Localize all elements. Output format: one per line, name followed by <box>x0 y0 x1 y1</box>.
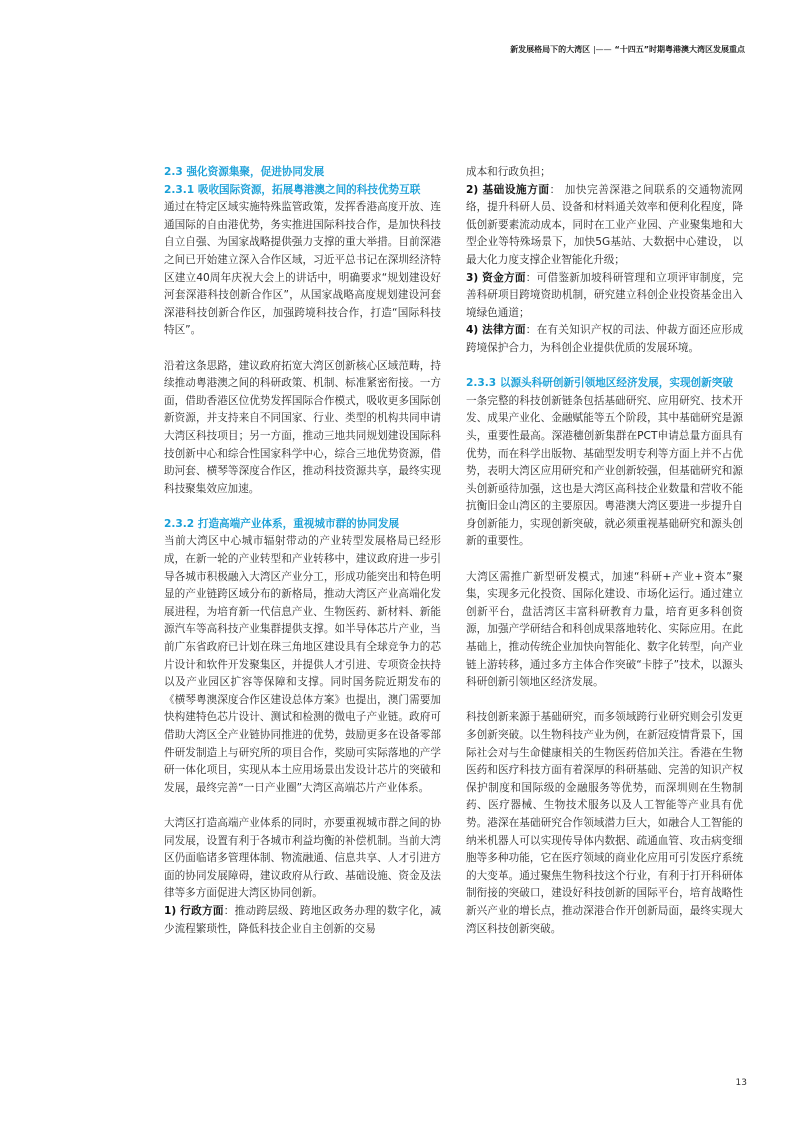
subsection-heading-2-3-3: 2.3.3 以源头科研创新引领地区经济发展，实现创新突破 <box>466 377 733 390</box>
paragraph-funding <box>466 270 743 323</box>
paragraph-legal <box>466 322 743 357</box>
paragraph: 科技创新来源于基础研究，而多领域跨行业研究则会引发更多创新突破。以生物科技产业为例，在新冠疫情背景下，国际社会对与生命健康相关的生物医药倍加关注。香港在生物医药和医疗科技方面有着深厚的科研基础、完善的知识产权保护制度和国际级的金融服务等优势，而深圳则在生物制药、医疗器械、生物技术服务以及人工智能等产业具有优势。港深在基础研究合作领域潜力巨大，如融合人工智能的纳米机器人可以实现传导体内数据、疏通血管、攻击病变细胞等多种功能，它在医疗领域的商业化应用可引发医疗系统的大变革。通过聚焦生物科技这个行业，有利于打开科研体制衔接的突破口，建设好科技创新的国际平台，培育战略性新兴产业的增长点，推动深港合作开创新局面，最终实现大湾区科技创新突破。 <box>466 711 743 935</box>
paragraph: 沿着这条思路，建议政府拓宽大湾区创新核心区域范畴，持续推动粤港澳之间的科研政策、机制、标准紧密衔接。一方面，借助香港区位优势发挥国际合作模式，吸收更多国际创新资源，并支持来自不同国家、行业、类型的机构共同申请大湾区科技项目；另一方面，推动三地共同规划建设国际科技创新中心和综合性国家科学中心，综合三地优势资源，借助河套、横琴等深度合作区，推动科技资源共享，最终实现科技聚集效应加速。 <box>164 359 441 495</box>
lead-label: 4) 法律方面 <box>466 324 526 337</box>
right-column <box>466 164 743 938</box>
subsection-heading-2-3-2: 2.3.2 打造高端产业体系，重视城市群的协同发展 <box>164 517 400 530</box>
lead-text: ： 加快完善深港之间联系的交通物流网络，提升科研人员、设备和材料通关效率和便利化程度，降低创新要素流动成本，同时在工业产业园、产业聚集地和大型企业等特殊场景下，加快5G基站、大数据中心建设， 以最大化力度支撑企业智能化升级； <box>466 183 743 266</box>
lead-text: ：推动跨层级、跨地区政务办理的数字化，减少流程繁琐性，降低科技企业自主创新的交易 <box>164 904 441 935</box>
section-heading-2-3: 2.3 强化资源集聚，促进协同发展 <box>164 166 325 178</box>
paragraph: 当前大湾区中心城市辐射带动的产业转型发展格局已经形成，在新一轮的产业转型和产业转移中，建议政府进一步引导各城市积极融入大湾区产业分工，形成功能突出和特色明显的产业链跨区域分布的新格局，推动大湾区产业高端化发展进程，为培育新一代信息产业、生物医药、新材料、新能源汽车等高科技产业集群提供支撑。如半导体芯片产业，当前广东省政府已计划在珠三角地区建设具有全球竞争力的芯片设计和软件开发聚集区，并提供人才引进、专项资金扶持以及产业园区扩容等保障和支撑。同时国务院近期发布的《横琴粤澳深度合作区建设总体方案》也提出，澳门需要加快构建特色芯片设计、测试和检测的微电子产业链。政府可借助大湾区全产业链协同推进的优势，鼓励更多在设备零部件研发制造上与研究所的项目合作，奖励可实际落地的产学研一体化项目，实现从本土应用场景出发设计芯片的突破和发展，最终完善“一日产业圈”大湾区高端芯片产业体系。 <box>164 535 441 794</box>
paragraph: 一条完整的科技创新链条包括基础研究、应用研究、技术开发、成果产业化、金融赋能等五个阶段，其中基础研究是源头，重要性最高。深港穗创新集群在PCT申请总量方面具有优势，而在科学出版物、基础型发明专利等方面上并不占优势，表明大湾区应用研究和产业创新较强，但基础研究和源头创新亟待加强，这也是大湾区高科技企业数量和营收不能抗衡旧金山湾区的主要原因。粤港澳大湾区要进一步提升自身创新能力，实现创新突破，就必须重视基础研究和源头创新的重要性。 <box>466 394 743 548</box>
page-header <box>510 44 745 55</box>
lead-text: ：在有关知识产权的司法、仲裁方面还应形成跨境保护合力，为科创企业提供优质的发展环境。 <box>466 324 743 354</box>
header-subtitle: “十四五”时期粤港澳大湾区发展重点 <box>614 45 745 54</box>
paragraph: 大湾区打造高端产业体系的同时，亦要重视城市群之间的协同发展，设置有利于各城市利益均衡的补偿机制。当前大湾区仍面临诸多管理体制、物流融通、信息共享、人才引进方面的协同发展障碍，建议政府从行政、基础设施、资金及法律等多方面促进大湾区协同创新。 <box>164 816 441 900</box>
left-column <box>164 164 441 938</box>
page-number: 13 <box>735 1078 747 1088</box>
subsection-heading-2-3-1: 2.3.1 吸收国际资源，拓展粤港澳之间的科技优势互联 <box>164 183 421 196</box>
paragraph: 大湾区需推广新型研发模式，加速“科研+产业+资本”聚集，实现多元化投资、国际化建设、市场化运行。通过建立创新平台，盘活湾区丰富科研教育力量，培育更多科创资源，加强产学研结合和科创成果落地转化、实际应用。在此基础上，推动传统企业加快向智能化、数字化转型，向产业链上游转移，通过多方主体合作突破“卡脖子”技术，以源头科研创新引领地区经济发展。 <box>466 570 743 689</box>
paragraph-infrastructure <box>466 182 743 270</box>
paragraph-administration <box>164 903 441 938</box>
lead-label: 2) 基础设施方面 <box>466 183 550 196</box>
lead-text: ：可借鉴新加坡科研管理和立项评审制度，完善科研项目跨境资助机制，研究建立科创企业投资基金出入境绿色通道； <box>466 271 743 319</box>
lead-label: 3) 资金方面 <box>466 271 526 284</box>
paragraph: 通过在特定区域实施特殊监管政策，发挥香港高度开放、连通国际的自由港优势，务实推进国际科技合作，是加快科技自立自强、为国家战略提供强力支撑的重大举措。目前深港之间已开始建立深入合作区域，习近平总书记在深圳经济特区建立40周年庆祝大会上的讲话中，明确要求“规划建设好河套深港科技创新合作区”，从国家战略高度规划建设河套深港科技创新合作区，加强跨境科技合作，打造“国际科技特区”。 <box>164 201 441 337</box>
lead-label: 1) 行政方面 <box>164 904 224 917</box>
paragraph: 成本和行政负担； <box>466 166 551 178</box>
header-title: 新发展格局下的大湾区 <box>510 45 591 54</box>
header-separator: |—— <box>592 45 612 54</box>
